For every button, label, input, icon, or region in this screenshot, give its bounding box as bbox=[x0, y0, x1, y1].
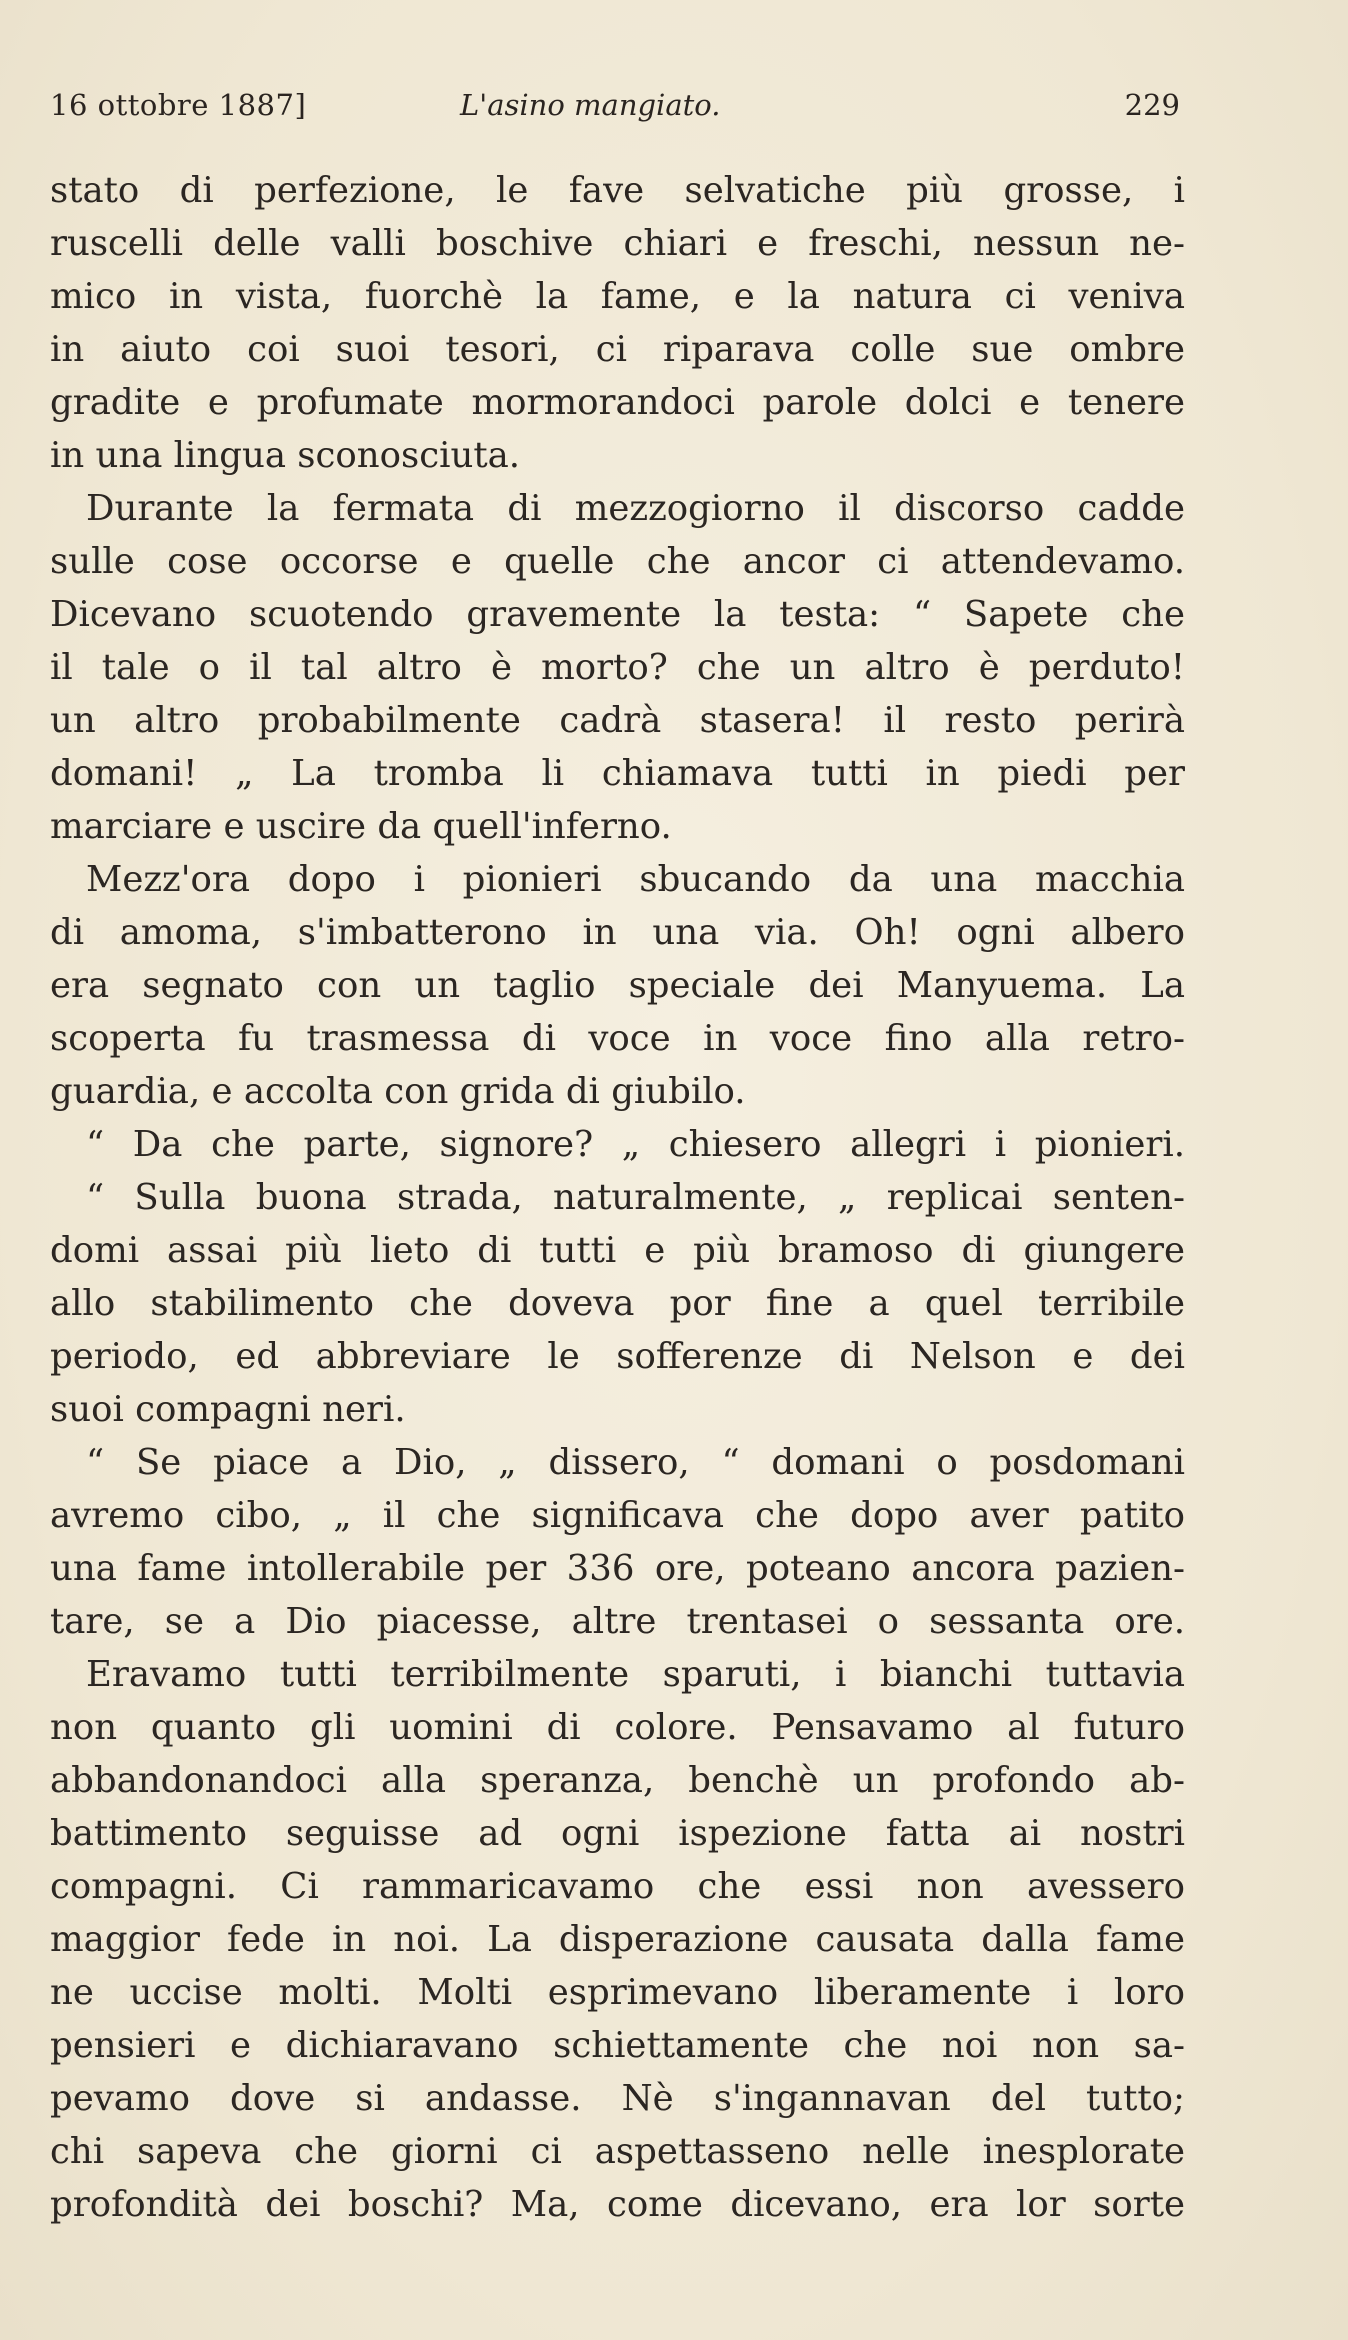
text-line: suoi compagni neri. bbox=[50, 1389, 406, 1430]
text-line: maggior fede in noi. La disperazione causata dalla fame bbox=[50, 1919, 1185, 1960]
text-line: “ Sulla buona strada, naturalmente, „ replicai senten- bbox=[86, 1177, 1185, 1218]
text-line: gradite e profumate mormorandoci parole dolci e tenere bbox=[50, 382, 1185, 423]
text-line: ne uccise molti. Molti esprimevano liberamente i loro bbox=[50, 1972, 1185, 2013]
text-line: profondità dei boschi? Ma, come dicevano, era lor sorte bbox=[50, 2184, 1185, 2225]
text-line: in una lingua sconosciuta. bbox=[50, 435, 521, 476]
text-line: chi sapeva che giorni ci aspettasseno nelle inesplorate bbox=[50, 2131, 1185, 2172]
text-line: abbandonandoci alla speranza, benchè un profondo ab- bbox=[50, 1760, 1185, 1801]
text-line: mico in vista, fuorchè la fame, e la natura ci veniva bbox=[50, 276, 1185, 317]
text-line: Dicevano scuotendo gravemente la testa: “ Sapete che bbox=[50, 594, 1185, 635]
text-line: scoperta fu trasmessa di voce in voce fino alla retro- bbox=[50, 1018, 1185, 1059]
text-line: una fame intollerabile per 336 ore, poteano ancora pazien- bbox=[50, 1548, 1185, 1589]
text-line: domi assai più lieto di tutti e più bramoso di giungere bbox=[50, 1230, 1185, 1271]
body-text bbox=[50, 164, 1185, 2231]
text-line: avremo cibo, „ il che significava che dopo aver patito bbox=[50, 1495, 1185, 1536]
text-line: un altro probabilmente cadrà stasera! il resto perirà bbox=[50, 700, 1185, 741]
text-line: domani! „ La tromba li chiamava tutti in piedi per bbox=[50, 753, 1185, 794]
text-line: periodo, ed abbreviare le sofferenze di Nelson e dei bbox=[50, 1336, 1185, 1377]
text-line: era segnato con un taglio speciale dei Manyuema. La bbox=[50, 965, 1185, 1006]
text-line: tare, se a Dio piacesse, altre trentasei o sessanta ore. bbox=[50, 1601, 1185, 1642]
text-line: compagni. Ci rammaricavamo che essi non avessero bbox=[50, 1866, 1185, 1907]
text-line: allo stabilimento che doveva por fine a quel terribile bbox=[50, 1283, 1185, 1324]
text-line: “ Da che parte, signore? „ chiesero allegri i pionieri. bbox=[86, 1124, 1185, 1165]
text-line: il tale o il tal altro è morto? che un altro è perduto! bbox=[50, 647, 1185, 688]
header-date: 16 ottobre 1887] bbox=[50, 88, 307, 122]
text-line: Eravamo tutti terribilmente sparuti, i bianchi tuttavia bbox=[86, 1654, 1185, 1695]
text-line: ruscelli delle valli boschive chiari e freschi, nessun ne- bbox=[50, 223, 1185, 264]
text-line: Durante la fermata di mezzogiorno il discorso cadde bbox=[86, 488, 1185, 529]
text-line: marciare e uscire da quell'inferno. bbox=[50, 806, 672, 847]
text-line: pensieri e dichiaravano schiettamente che noi non sa- bbox=[50, 2025, 1185, 2066]
page-number: 229 bbox=[1124, 88, 1180, 122]
text-line: di amoma, s'imbatterono in una via. Oh! ogni albero bbox=[50, 912, 1185, 953]
text-line: in aiuto coi suoi tesori, ci riparava colle sue ombre bbox=[50, 329, 1185, 370]
header-chapter-title: L'asino mangiato. bbox=[460, 88, 721, 122]
text-line: sulle cose occorse e quelle che ancor ci attendevamo. bbox=[50, 541, 1185, 582]
running-header bbox=[50, 88, 1180, 138]
text-line: Mezz'ora dopo i pionieri sbucando da una macchia bbox=[86, 859, 1185, 900]
text-line: guardia, e accolta con grida di giubilo. bbox=[50, 1071, 746, 1112]
text-line: battimento seguisse ad ogni ispezione fatta ai nostri bbox=[50, 1813, 1185, 1854]
text-line: non quanto gli uomini di colore. Pensavamo al futuro bbox=[50, 1707, 1185, 1748]
text-line: “ Se piace a Dio, „ dissero, “ domani o posdomani bbox=[86, 1442, 1185, 1483]
text-line: stato di perfezione, le fave selvatiche più grosse, i bbox=[50, 170, 1185, 211]
text-line: pevamo dove si andasse. Nè s'ingannavan del tutto; bbox=[50, 2078, 1185, 2119]
